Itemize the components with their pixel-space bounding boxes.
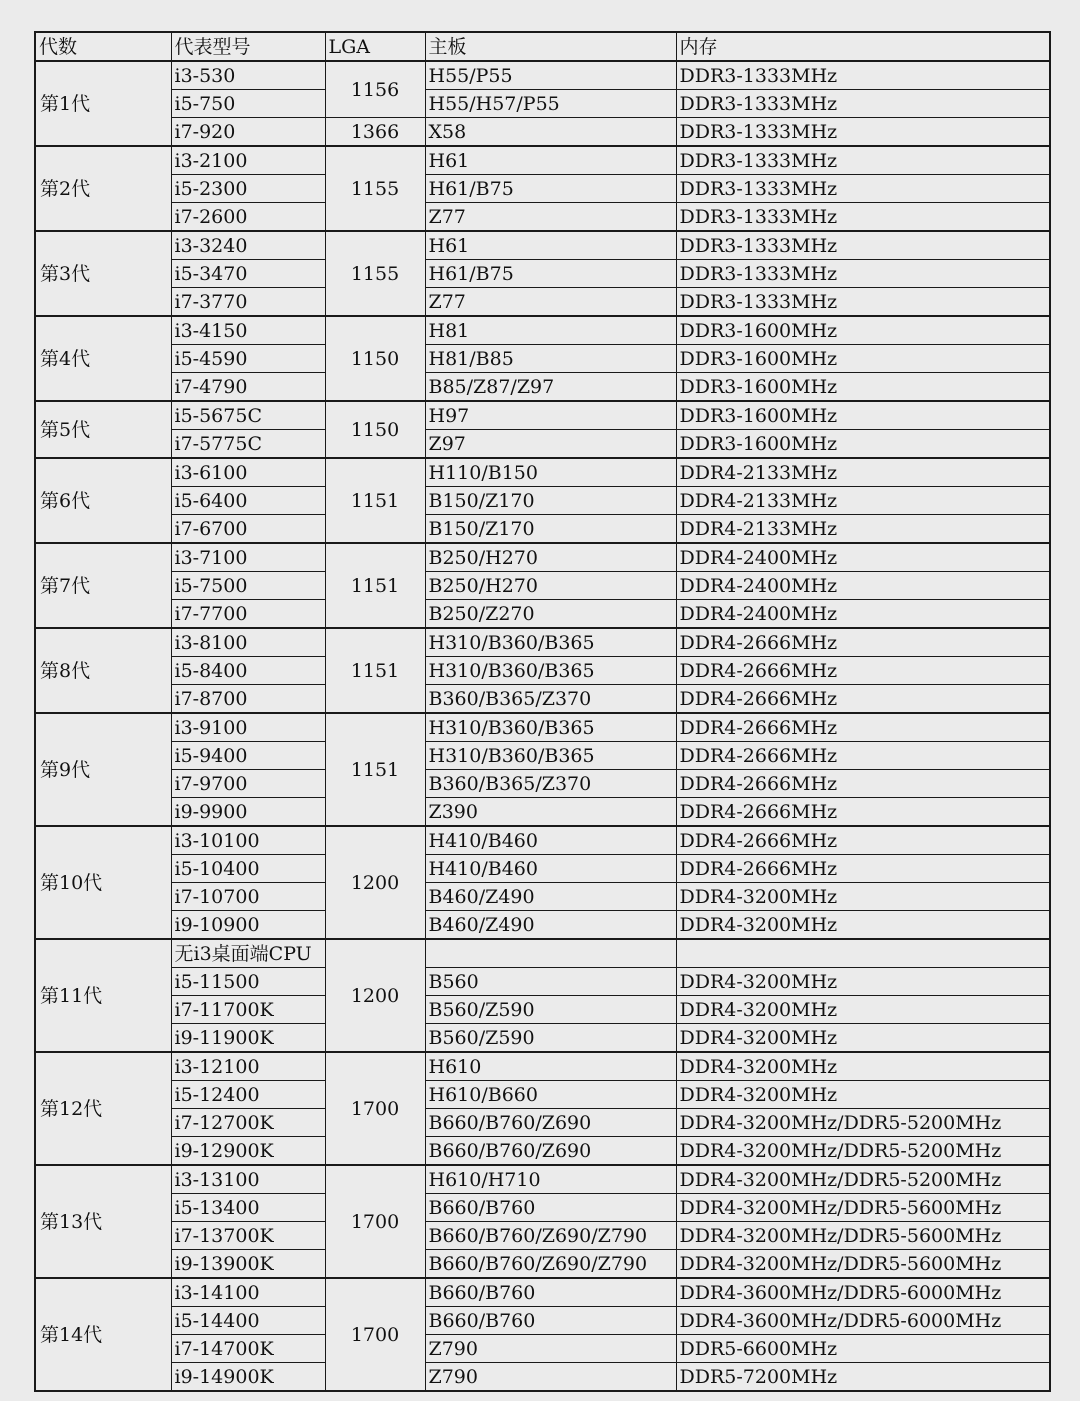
board-cell: B660/B760/Z690/Z790: [425, 1222, 676, 1250]
memory-cell: DDR4-2400MHz: [676, 600, 1050, 629]
header-gen: 代数: [35, 32, 171, 61]
board-cell: B560/Z590: [425, 996, 676, 1024]
lga-cell: 1200: [325, 826, 425, 939]
model-cell: i7-11700K: [171, 996, 325, 1024]
gen-cell: 第4代: [35, 316, 171, 401]
model-cell: i9-10900: [171, 911, 325, 940]
model-cell: i9-13900K: [171, 1250, 325, 1279]
memory-cell: DDR4-3200MHz: [676, 911, 1050, 940]
memory-cell: DDR4-2666MHz: [676, 855, 1050, 883]
board-cell: B660/B760: [425, 1194, 676, 1222]
gen-cell: 第2代: [35, 146, 171, 231]
table-row: [35, 1278, 1050, 1307]
memory-cell: DDR4-3200MHz: [676, 1052, 1050, 1081]
table-row: [35, 373, 1050, 402]
board-cell: H410/B460: [425, 855, 676, 883]
table-row: [35, 572, 1050, 600]
model-cell: i7-7700: [171, 600, 325, 629]
gen-cell: 第7代: [35, 543, 171, 628]
lga-cell: 1700: [325, 1165, 425, 1278]
board-cell: B150/Z170: [425, 487, 676, 515]
model-cell: i5-5675C: [171, 401, 325, 430]
board-cell: H81: [425, 316, 676, 345]
lga-cell: 1150: [325, 316, 425, 401]
model-cell: i3-14100: [171, 1278, 325, 1307]
memory-cell: DDR3-1333MHz: [676, 118, 1050, 147]
model-cell: i3-7100: [171, 543, 325, 572]
memory-cell: DDR4-3200MHz: [676, 1024, 1050, 1053]
table-row: [35, 118, 1050, 147]
memory-cell: DDR4-2133MHz: [676, 515, 1050, 544]
table-row: [35, 1109, 1050, 1137]
lga-cell: 1156: [325, 61, 425, 118]
board-cell: H310/B360/B365: [425, 628, 676, 657]
model-cell: i7-920: [171, 118, 325, 147]
model-cell: i5-750: [171, 90, 325, 118]
board-cell: H61: [425, 146, 676, 175]
board-cell: B150/Z170: [425, 515, 676, 544]
board-cell: B660/B760/Z690: [425, 1137, 676, 1166]
table-row: [35, 260, 1050, 288]
memory-cell: DDR3-1600MHz: [676, 401, 1050, 430]
memory-cell: DDR3-1333MHz: [676, 61, 1050, 90]
memory-cell: DDR5-7200MHz: [676, 1363, 1050, 1392]
model-cell: i7-5775C: [171, 430, 325, 459]
board-cell: H610: [425, 1052, 676, 1081]
table-row: [35, 883, 1050, 911]
memory-cell: DDR4-3200MHz/DDR5-5200MHz: [676, 1137, 1050, 1166]
board-cell: B660/B760/Z690: [425, 1109, 676, 1137]
memory-cell: DDR4-3200MHz: [676, 1081, 1050, 1109]
board-cell: B85/Z87/Z97: [425, 373, 676, 402]
table-row: [35, 1250, 1050, 1279]
table-row: [35, 1081, 1050, 1109]
memory-cell: DDR4-2666MHz: [676, 628, 1050, 657]
header-board: 主板: [425, 32, 676, 61]
model-cell: i5-4590: [171, 345, 325, 373]
model-cell: i3-3240: [171, 231, 325, 260]
lga-cell: 1150: [325, 401, 425, 458]
table-row: [35, 1137, 1050, 1166]
board-cell: H61/B75: [425, 260, 676, 288]
model-cell: i3-10100: [171, 826, 325, 855]
memory-cell: DDR3-1333MHz: [676, 175, 1050, 203]
table-row: [35, 939, 1050, 968]
table-row: [35, 826, 1050, 855]
board-cell: Z790: [425, 1363, 676, 1392]
memory-cell: DDR4-3200MHz: [676, 883, 1050, 911]
header-row: [35, 32, 1050, 61]
table-row: [35, 175, 1050, 203]
model-cell: i7-12700K: [171, 1109, 325, 1137]
board-cell: Z77: [425, 203, 676, 232]
model-cell: i5-7500: [171, 572, 325, 600]
memory-cell: DDR4-2400MHz: [676, 543, 1050, 572]
memory-cell: DDR3-1333MHz: [676, 90, 1050, 118]
board-cell: B460/Z490: [425, 883, 676, 911]
table-row: [35, 911, 1050, 940]
table-row: [35, 685, 1050, 714]
table-body: [35, 61, 1050, 1391]
lga-cell: 1700: [325, 1278, 425, 1391]
board-cell: Z77: [425, 288, 676, 317]
board-cell: X58: [425, 118, 676, 147]
board-cell: B250/Z270: [425, 600, 676, 629]
model-cell: i3-6100: [171, 458, 325, 487]
table-row: [35, 487, 1050, 515]
board-cell: H55/H57/P55: [425, 90, 676, 118]
table-row: [35, 316, 1050, 345]
model-cell: i5-11500: [171, 968, 325, 996]
memory-cell: DDR4-3200MHz/DDR5-5600MHz: [676, 1194, 1050, 1222]
table-row: [35, 798, 1050, 827]
table-row: [35, 770, 1050, 798]
model-cell: i5-3470: [171, 260, 325, 288]
table-row: [35, 657, 1050, 685]
memory-cell: DDR4-3200MHz: [676, 968, 1050, 996]
table-row: [35, 1222, 1050, 1250]
table-row: [35, 1194, 1050, 1222]
model-cell: i5-13400: [171, 1194, 325, 1222]
table-row: [35, 61, 1050, 90]
table-row: [35, 458, 1050, 487]
lga-cell: 1151: [325, 543, 425, 628]
model-cell: i9-14900K: [171, 1363, 325, 1392]
model-cell: i3-13100: [171, 1165, 325, 1194]
table-row: [35, 1363, 1050, 1392]
memory-cell: DDR4-3200MHz: [676, 996, 1050, 1024]
table-row: [35, 90, 1050, 118]
board-cell: B660/B760: [425, 1278, 676, 1307]
board-cell: [425, 939, 676, 968]
model-cell: 无i3桌面端CPU: [171, 939, 325, 968]
table-row: [35, 1307, 1050, 1335]
model-cell: i9-9900: [171, 798, 325, 827]
gen-cell: 第9代: [35, 713, 171, 826]
memory-cell: DDR4-2666MHz: [676, 770, 1050, 798]
memory-cell: DDR5-6600MHz: [676, 1335, 1050, 1363]
table-row: [35, 345, 1050, 373]
table-row: [35, 231, 1050, 260]
board-cell: H610/H710: [425, 1165, 676, 1194]
model-cell: i5-6400: [171, 487, 325, 515]
memory-cell: DDR4-2666MHz: [676, 713, 1050, 742]
model-cell: i5-12400: [171, 1081, 325, 1109]
memory-cell: DDR4-3600MHz/DDR5-6000MHz: [676, 1278, 1050, 1307]
memory-cell: [676, 939, 1050, 968]
board-cell: H610/B660: [425, 1081, 676, 1109]
model-cell: i5-9400: [171, 742, 325, 770]
board-cell: B360/B365/Z370: [425, 770, 676, 798]
model-cell: i3-2100: [171, 146, 325, 175]
table-row: [35, 968, 1050, 996]
board-cell: H81/B85: [425, 345, 676, 373]
table-row: [35, 742, 1050, 770]
table-row: [35, 628, 1050, 657]
memory-cell: DDR4-2133MHz: [676, 458, 1050, 487]
lga-cell: 1155: [325, 146, 425, 231]
lga-cell: 1700: [325, 1052, 425, 1165]
board-cell: H110/B150: [425, 458, 676, 487]
model-cell: i9-12900K: [171, 1137, 325, 1166]
board-cell: B460/Z490: [425, 911, 676, 940]
memory-cell: DDR3-1600MHz: [676, 373, 1050, 402]
lga-cell: 1155: [325, 231, 425, 316]
table-row: [35, 600, 1050, 629]
memory-cell: DDR3-1333MHz: [676, 203, 1050, 232]
gen-cell: 第6代: [35, 458, 171, 543]
gen-cell: 第11代: [35, 939, 171, 1052]
memory-cell: DDR3-1333MHz: [676, 260, 1050, 288]
board-cell: H61/B75: [425, 175, 676, 203]
board-cell: B560: [425, 968, 676, 996]
model-cell: i5-2300: [171, 175, 325, 203]
model-cell: i7-3770: [171, 288, 325, 317]
memory-cell: DDR4-3200MHz/DDR5-5600MHz: [676, 1250, 1050, 1279]
model-cell: i7-6700: [171, 515, 325, 544]
memory-cell: DDR3-1333MHz: [676, 231, 1050, 260]
board-cell: B560/Z590: [425, 1024, 676, 1053]
model-cell: i5-10400: [171, 855, 325, 883]
memory-cell: DDR4-3200MHz/DDR5-5200MHz: [676, 1165, 1050, 1194]
lga-cell: 1151: [325, 628, 425, 713]
memory-cell: DDR3-1333MHz: [676, 288, 1050, 317]
memory-cell: DDR4-3200MHz/DDR5-5600MHz: [676, 1222, 1050, 1250]
table-row: [35, 430, 1050, 459]
table-row: [35, 203, 1050, 232]
table-row: [35, 401, 1050, 430]
board-cell: H310/B360/B365: [425, 713, 676, 742]
table-row: [35, 1335, 1050, 1363]
board-cell: B360/B365/Z370: [425, 685, 676, 714]
model-cell: i3-9100: [171, 713, 325, 742]
gen-cell: 第8代: [35, 628, 171, 713]
memory-cell: DDR4-2666MHz: [676, 798, 1050, 827]
table-row: [35, 713, 1050, 742]
memory-cell: DDR4-2666MHz: [676, 742, 1050, 770]
board-cell: H410/B460: [425, 826, 676, 855]
memory-cell: DDR3-1600MHz: [676, 345, 1050, 373]
table-row: [35, 543, 1050, 572]
model-cell: i7-8700: [171, 685, 325, 714]
model-cell: i5-14400: [171, 1307, 325, 1335]
lga-cell: 1200: [325, 939, 425, 1052]
gen-cell: 第1代: [35, 61, 171, 146]
memory-cell: DDR3-1333MHz: [676, 146, 1050, 175]
board-cell: Z390: [425, 798, 676, 827]
model-cell: i7-4790: [171, 373, 325, 402]
board-cell: H97: [425, 401, 676, 430]
board-cell: Z790: [425, 1335, 676, 1363]
board-cell: H61: [425, 231, 676, 260]
model-cell: i3-530: [171, 61, 325, 90]
board-cell: B660/B760/Z690/Z790: [425, 1250, 676, 1279]
model-cell: i7-10700: [171, 883, 325, 911]
memory-cell: DDR3-1600MHz: [676, 430, 1050, 459]
table-row: [35, 146, 1050, 175]
memory-cell: DDR3-1600MHz: [676, 316, 1050, 345]
model-cell: i3-12100: [171, 1052, 325, 1081]
board-cell: H310/B360/B365: [425, 657, 676, 685]
board-cell: Z97: [425, 430, 676, 459]
board-cell: H310/B360/B365: [425, 742, 676, 770]
memory-cell: DDR4-2666MHz: [676, 657, 1050, 685]
board-cell: B660/B760: [425, 1307, 676, 1335]
gen-cell: 第3代: [35, 231, 171, 316]
board-cell: H55/P55: [425, 61, 676, 90]
memory-cell: DDR4-3600MHz/DDR5-6000MHz: [676, 1307, 1050, 1335]
model-cell: i3-4150: [171, 316, 325, 345]
table-row: [35, 1165, 1050, 1194]
header-memory: 内存: [676, 32, 1050, 61]
memory-cell: DDR4-2400MHz: [676, 572, 1050, 600]
gen-cell: 第14代: [35, 1278, 171, 1391]
cpu-generation-table: [34, 31, 1051, 1392]
memory-cell: DDR4-3200MHz/DDR5-5200MHz: [676, 1109, 1050, 1137]
model-cell: i7-14700K: [171, 1335, 325, 1363]
board-cell: B250/H270: [425, 572, 676, 600]
gen-cell: 第12代: [35, 1052, 171, 1165]
table-row: [35, 288, 1050, 317]
model-cell: i3-8100: [171, 628, 325, 657]
memory-cell: DDR4-2133MHz: [676, 487, 1050, 515]
table-row: [35, 515, 1050, 544]
board-cell: B250/H270: [425, 543, 676, 572]
memory-cell: DDR4-2666MHz: [676, 685, 1050, 714]
lga-cell: 1151: [325, 458, 425, 543]
model-cell: i5-8400: [171, 657, 325, 685]
model-cell: i7-9700: [171, 770, 325, 798]
model-cell: i7-13700K: [171, 1222, 325, 1250]
table-row: [35, 996, 1050, 1024]
gen-cell: 第5代: [35, 401, 171, 458]
model-cell: i9-11900K: [171, 1024, 325, 1053]
header-model: 代表型号: [171, 32, 325, 61]
gen-cell: 第10代: [35, 826, 171, 939]
memory-cell: DDR4-2666MHz: [676, 826, 1050, 855]
lga-cell: 1366: [325, 118, 425, 147]
gen-cell: 第13代: [35, 1165, 171, 1278]
model-cell: i7-2600: [171, 203, 325, 232]
table-row: [35, 1024, 1050, 1053]
header-lga: LGA: [325, 32, 425, 61]
table-row: [35, 1052, 1050, 1081]
table-row: [35, 855, 1050, 883]
lga-cell: 1151: [325, 713, 425, 826]
